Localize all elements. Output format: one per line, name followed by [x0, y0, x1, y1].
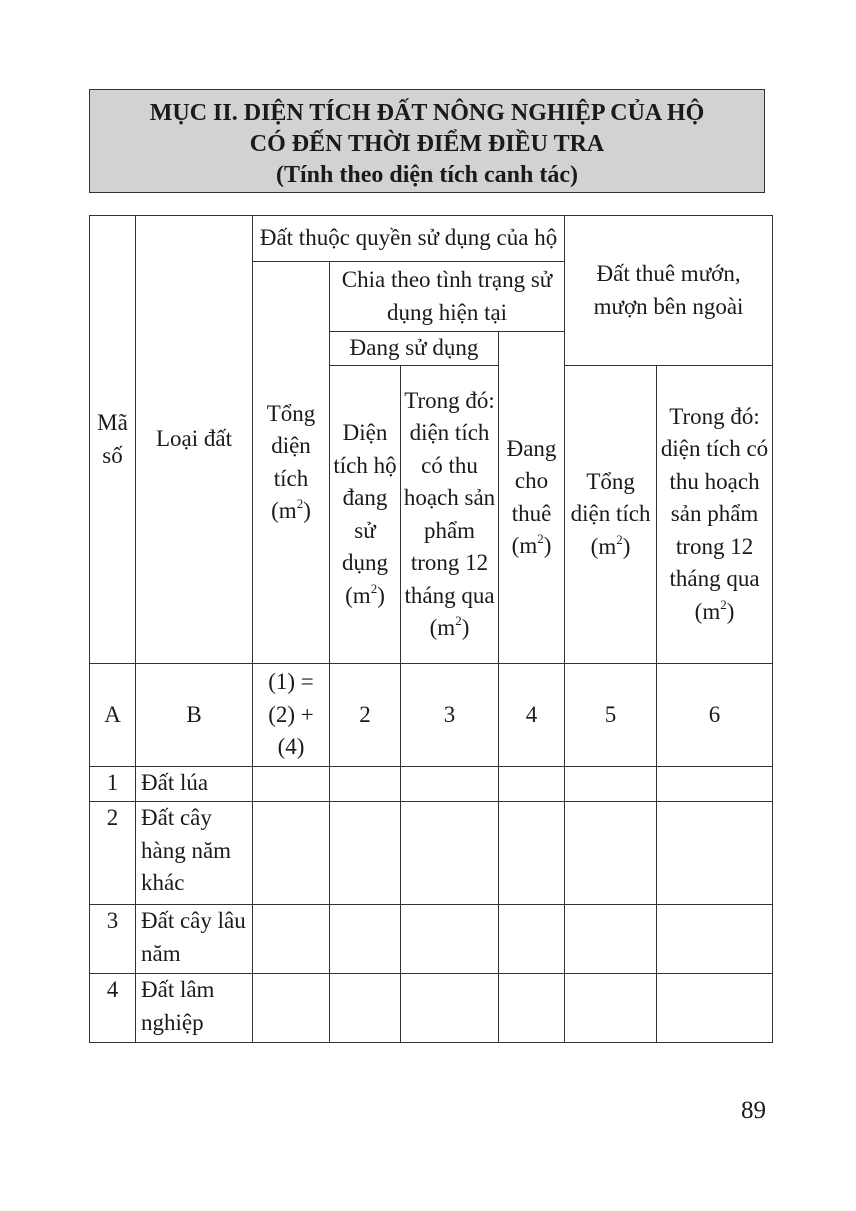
data-cell[interactable]: [565, 767, 657, 802]
data-cell[interactable]: [330, 974, 401, 1043]
row-code: 4: [90, 974, 136, 1043]
code-cell: 3: [401, 664, 499, 767]
data-cell[interactable]: [657, 905, 773, 974]
header-tong-dien-tich: [253, 262, 330, 664]
data-cell[interactable]: [657, 767, 773, 802]
row-land-type: Đất lâm nghiệp: [136, 974, 253, 1043]
code-cell: 4: [499, 664, 565, 767]
section-title: [89, 89, 765, 193]
header-tong-dien-tich-rented-label: Tổng diện tích: [570, 468, 651, 527]
code-cell: A: [90, 664, 136, 767]
data-cell[interactable]: [401, 767, 499, 802]
row-code: 2: [90, 802, 136, 905]
data-cell[interactable]: [330, 802, 401, 905]
table-row: [90, 905, 773, 974]
header-dien-tich-ho-label: Diện tích hộ đang sử dụng: [333, 420, 397, 575]
header-tong-dien-tich-rented: [565, 366, 657, 664]
header-trong-do-rented: [657, 366, 773, 664]
header-dien-tich-ho: [330, 366, 401, 664]
data-cell[interactable]: [499, 767, 565, 802]
column-code-row: [90, 664, 773, 767]
header-ma-so: Mã số: [90, 216, 136, 664]
data-cell[interactable]: [253, 767, 330, 802]
unit-m2: $(m^2)$: [429, 613, 470, 640]
data-cell[interactable]: [401, 905, 499, 974]
table-row: [90, 974, 773, 1043]
table-row: [90, 802, 773, 905]
data-cell[interactable]: [253, 802, 330, 905]
data-cell[interactable]: [401, 974, 499, 1043]
header-trong-do-owned: [401, 366, 499, 664]
header-tong-dien-tich-label: Tổng diện tích: [266, 400, 316, 491]
data-cell[interactable]: [565, 905, 657, 974]
data-cell[interactable]: [499, 974, 565, 1043]
data-cell[interactable]: [330, 905, 401, 974]
section-title-line-3: (Tính theo diện tích canh tác): [275, 162, 578, 188]
data-cell[interactable]: [499, 905, 565, 974]
unit-m2: $(m^2)$: [345, 580, 385, 608]
row-code: 1: [90, 767, 136, 802]
code-cell: 2: [330, 664, 401, 767]
header-owned-land: Đất thuộc quyền sử dụng của hộ: [253, 216, 565, 262]
section-title-line-2: CÓ ĐẾN THỜI ĐIỂM ĐIỀU TRA: [249, 131, 605, 157]
unit-m2: $(m^2)$: [511, 531, 552, 558]
data-cell[interactable]: [253, 974, 330, 1043]
row-land-type: Đất lúa: [136, 767, 253, 802]
data-cell[interactable]: [657, 974, 773, 1043]
page-number: 89: [741, 1097, 766, 1124]
code-cell: (1) = (2) + (4): [253, 664, 330, 767]
section-title-line-1: MỤC II. DIỆN TÍCH ĐẤT NÔNG NGHIỆP CỦA HỘ: [149, 100, 705, 126]
code-cell: B: [136, 664, 253, 767]
data-cell[interactable]: [401, 802, 499, 905]
header-dang-cho-thue-label: Đang cho thuê: [506, 435, 557, 526]
header-dang-su-dung: Đang sử dụng: [330, 332, 499, 366]
data-cell[interactable]: [657, 802, 773, 905]
header-dang-cho-thue: [499, 332, 565, 664]
unit-m2: $(m^2)$: [694, 597, 735, 624]
unit-m2: $(m^2)$: [271, 496, 311, 523]
row-land-type: Đất cây lâu năm: [136, 905, 253, 974]
unit-m2: $(m^2)$: [590, 532, 631, 559]
header-trong-do-owned-label: Trong đó: diện tích có thu hoạch sản phẩm trong 12 tháng qua: [403, 387, 496, 608]
header-loai-dat: Loại đất: [136, 216, 253, 664]
code-cell: 5: [565, 664, 657, 767]
header-rented-land: Đất thuê mướn, mượn bên ngoài: [565, 216, 773, 366]
data-cell[interactable]: [565, 802, 657, 905]
data-cell[interactable]: [253, 905, 330, 974]
row-land-type: Đất cây hàng năm khác: [136, 802, 253, 905]
row-code: 3: [90, 905, 136, 974]
header-chia-theo: Chia theo tình trạng sử dụng hiện tại: [330, 262, 565, 332]
land-area-table: [89, 215, 773, 1043]
data-cell[interactable]: [499, 802, 565, 905]
table-row: [90, 767, 773, 802]
data-cell[interactable]: [330, 767, 401, 802]
header-trong-do-rented-label: Trong đó: diện tích có thu hoạch sản phẩm trong 12 tháng qua: [660, 403, 769, 592]
code-cell: 6: [657, 664, 773, 767]
data-cell[interactable]: [565, 974, 657, 1043]
